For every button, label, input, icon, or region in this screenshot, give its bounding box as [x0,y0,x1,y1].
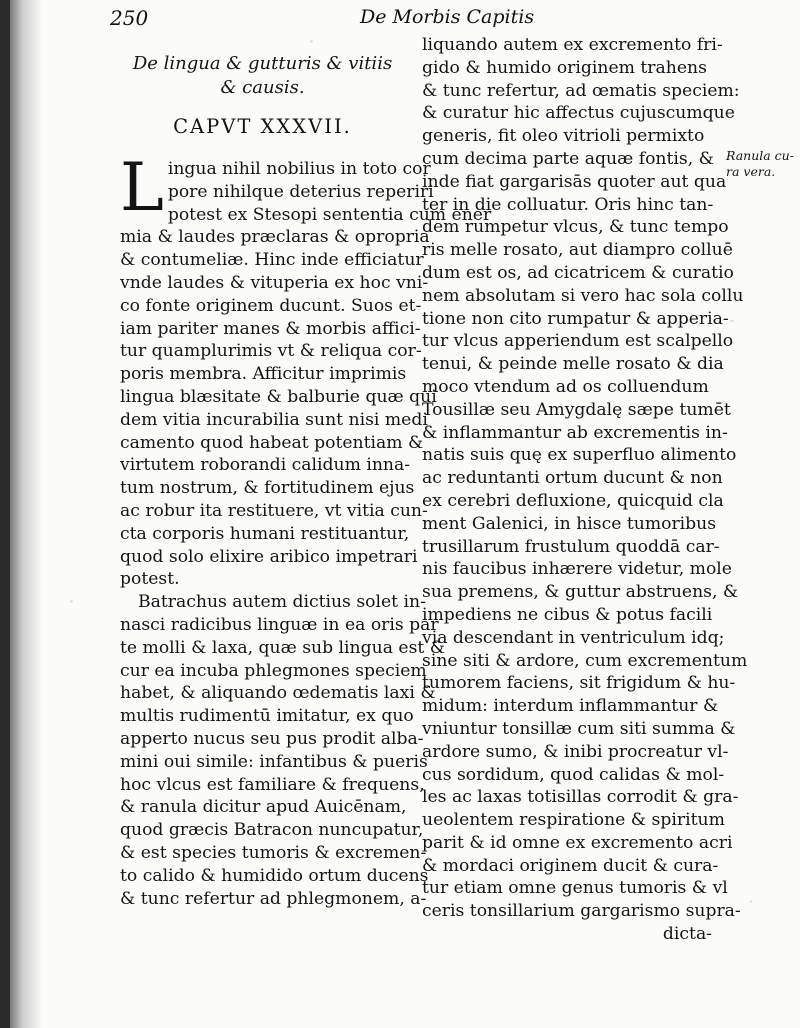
text-line: potest ex Stesopi sententia cum ener [167,204,492,225]
text-line: les ac laxas totisillas corrodit & gra- [422,787,739,808]
paper-speck [730,320,734,322]
running-head [110,6,690,32]
text-line: poris membra. Afficitur imprimis [120,364,407,385]
text-line: cum decima parte aquæ fontis, & [422,148,714,169]
left-column [120,52,492,910]
text-line: quod solo elixire aribico impetrari [120,546,418,567]
text-line: cta corporis humani restituantur, [120,523,410,544]
text-line: ris melle rosato, aut diampro colluē [422,240,733,261]
running-title: De Morbis Capitis [360,6,535,28]
chapter-title: CAPVT XXXVII. [173,115,352,138]
marginal-note-line: ra vera. [726,164,776,179]
text-line: vniuntur tonsillæ cum siti summa & [422,718,736,739]
text-line: & tunc refertur ad phlegmonem, a- [120,888,427,909]
text-line: mini oui simile: infantibus & pueris [120,751,428,772]
paragraph-1-body [120,204,492,592]
text-line: sine siti & ardore, cum excrementum [422,650,748,671]
text-line: cur ea incuba phlegmones speciem [120,660,427,681]
text-line: liquando autem ex excremento fri- [422,35,723,55]
text-line: cus sordidum, quod calidas & mol- [422,764,725,785]
text-line: & mordaci originem ducit & cura- [422,855,719,876]
text-line: ueolentem respiratione & spiritum [422,810,725,831]
book-page [10,0,800,1028]
text-line: midum: interdum inflammantur & [422,696,719,717]
text-line: te molli & laxa, quæ sub lingua est & [120,637,446,658]
text-line: & ranula dicitur apud Auicēnam, [120,797,407,818]
text-line: iam pariter manes & morbis affici- [120,318,421,339]
text-line: multis rudimentū imitatur, ex quo [120,706,414,727]
text-line: virtutem roborandi calidum inna- [120,455,411,476]
text-line: moco vtendum ad os colluendum [422,376,709,397]
text-line: quod græcis Batracon nuncupatur, [120,820,424,841]
text-line: ceris tonsillarium gargarismo supra- [422,901,741,922]
right-column-body [422,34,748,923]
text-line: generis, fit oleo vitrioli permixto [422,126,705,147]
paper-speck [310,40,313,43]
paragraph-2 [120,591,446,910]
text-line: tur vlcus apperiendum est scalpello [422,331,734,352]
text-line: pore nihilque deterius reperiri [167,181,434,202]
text-line: inde fiat gargarisās quoter aut qua [422,171,727,192]
text-line: ardore sumo, & inibi procreatur vl- [422,741,729,762]
text-line: gido & humido originem trahens [422,57,707,78]
page-number: 250 [110,6,149,30]
text-line: habet, & aliquando œdematis laxi & [120,683,436,704]
text-line: ex cerebri defluxione, quicquid cla [422,490,724,511]
text-line: & contumeliæ. Hinc inde efficiatur [120,250,424,271]
marginal-note [726,148,800,180]
text-line: potest. [120,569,180,590]
text-line: sua premens, & guttur abstruens, & [422,582,739,603]
text-line: tione non cito rumpatur & apperia- [422,308,729,329]
text-line: ac robur ita restituere, vt vitia cun- [120,500,428,521]
text-line: dem vitia incurabilia sunt nisi medi [120,409,428,430]
drop-capital: L [120,149,164,226]
text-line: nem absolutam si vero hac sola collu [422,285,744,306]
text-line: impediens ne cibus & potus facili [422,604,713,625]
text-line: tum nostrum, & fortitudinem ejus [120,478,415,499]
text-line: camento quod habeat potentiam & [120,432,424,453]
text-line: natis suis quę ex superfluo alimento [422,445,737,466]
catchword: dicta- [662,924,712,945]
text-line: ter in die colluatur. Oris hinc tan- [422,194,714,215]
text-line: via descendant in ventriculum idq; [422,627,725,648]
text-line: & est species tumoris & excremen- [120,842,427,863]
text-line: trusillarum frustulum quoddā car- [422,536,720,557]
text-line: parit & id omne ex excremento acri [422,832,733,853]
text-line: co fonte originem ducunt. Suos et- [120,295,422,316]
text-line: tur quamplurimis vt & reliqua cor- [120,341,422,362]
text-line: nasci radicibus linguæ in ea oris par [120,614,439,635]
text-line: vnde laudes & vituperia ex hoc vni- [120,272,429,293]
text-line: & inflammantur ab excrementis in- [422,422,728,443]
text-line: lingua blæsitate & balburie quæ qui [120,386,437,407]
text-line: ac reduntanti ortum ducunt & non [422,468,723,489]
text-line: to calido & humidido ortum ducens [120,865,429,886]
paragraph-1 [120,149,492,591]
section-heading-line: & causis. [220,77,305,98]
text-line: dum est os, ad cicatricem & curatio [422,262,734,283]
text-line: hoc vlcus est familiare & frequens, [120,774,425,795]
text-line: ment Galenici, in hisce tumoribus [422,513,717,534]
section-heading-line: De lingua & gutturis & vitiis [132,53,393,74]
marginal-note-line: Ranula cu- [726,148,794,163]
text-line: ingua nihil nobilius in toto cor [167,159,431,179]
text-line: & tunc refertur, ad œmatis speciem: [422,80,740,101]
text-line: & curatur hic affectus cujuscumque [422,103,735,124]
text-line: tenui, & peinde melle rosato & dia [422,354,724,375]
text-line: tur etiam omne genus tumoris & vl [422,878,728,899]
text-line: mia & laudes præclaras & opropria [120,227,430,248]
text-line: Tousillæ seu Amygdalę sæpe tumēt [422,399,731,420]
text-line: dem rumpetur vlcus, & tunc tempo [422,217,729,238]
paper-speck [750,900,752,903]
binding-gutter-shadow [10,0,42,1028]
text-line: apperto nucus seu pus prodit alba- [120,728,424,749]
text-line: Batrachus autem dictius solet in- [138,592,426,613]
text-line: nis faucibus inhærere videtur, mole [422,559,732,580]
paper-speck [70,600,73,603]
text-line: tumorem faciens, sit frigidum & hu- [422,673,736,694]
right-column [422,34,748,946]
